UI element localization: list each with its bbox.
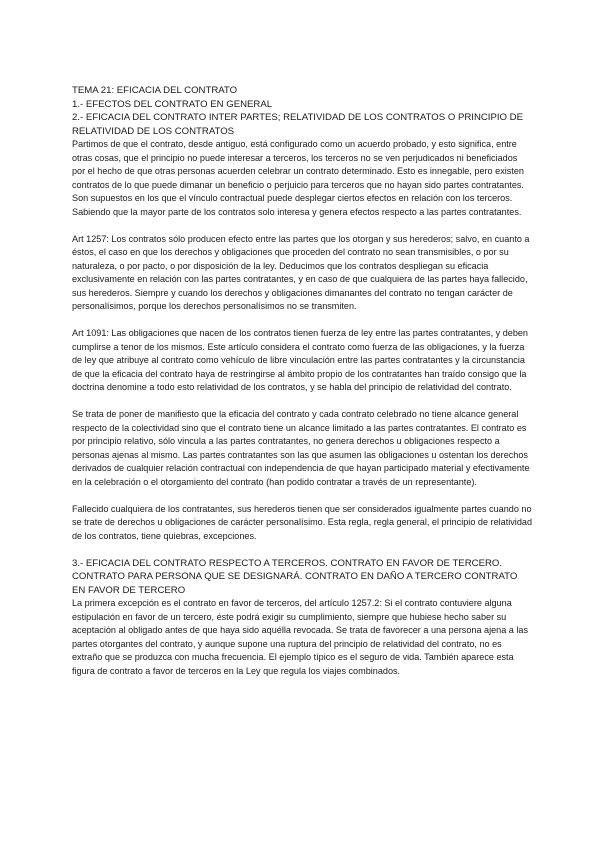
document-body	[72, 84, 532, 678]
paragraph-gap	[72, 543, 532, 557]
paragraph: Se trata de poner de manifiesto que la eficacia del contrato y cada contrato celebrado no tiene alcance general respecto de la colectividad sino que el contrato tiene un alcance limitado a las partes contratantes. El contrato es por principio relativo, sólo vincula a las partes contratantes, no genera derechos u obligaciones respecto a personas ajenas al mismo. Las partes contratantes son las que asumen las obligaciones u ostentan los derechos derivados de cualquier relación contractual con independencia de que hayan participado material y efectivamente en la celebración o el otorgamiento del contrato (han podido contratar a través de un representante).	[72, 409, 530, 487]
document-title: TEMA 21: EFICACIA DEL CONTRATO	[72, 85, 238, 96]
section-heading-1: 1.- EFECTOS DEL CONTRATO EN GENERAL	[72, 98, 273, 110]
paragraph-gap	[72, 314, 532, 328]
section-heading-3: 3.- EFICACIA DEL CONTRATO RESPECTO A TERCEROS. CONTRATO EN FAVOR DE TERCERO. CONTRATO PARA PERSONA QUE SE DESIGNARÁ. CONTRATO EN DAÑO A TERCERO CONTRATO EN FAVOR DE TERCERO	[72, 557, 518, 596]
paragraph-gap	[72, 219, 532, 233]
section-heading-2: 2.- EFICACIA DEL CONTRATO INTER PARTES; RELATIVIDAD DE LOS CONTRATOS O PRINCIPIO DE RELATIVIDAD DE LOS CONTRATOS	[72, 112, 523, 137]
paragraph: Art 1257: Los contratos sólo producen efecto entre las partes que los otorgan y sus herederos; salvo, en cuanto a éstos, el caso en que los derechos y obligaciones que proceden del contrato no sean transmisibles, o por su naturaleza, o por pacto, o por disposición de la ley. Deducimos que los contratos despliegan su eficacia exclusivamente en relación con las partes contratantes, y en caso de que cualquiera de las partes haya fallecido, sus herederos. Siempre y cuando los derechos y obligaciones dimanantes del contrato no tengan carácter de personalísimos, porque los derechos personalísimos no se transmiten.	[72, 233, 530, 311]
paragraph: La primera excepción es el contrato en favor de terceros, del artículo 1257.2: Si el contrato contuviere alguna estipulación en favor de un tercero, éste podrá exigir su cumplimiento, siempre que hubiese hecho saber su aceptación al obligado antes de que haya sido aquélla revocada. Se trata de favorecer a una persona ajena a las partes otorgantes del contrato, y aunque supone una ruptura del principio de relatividad del contrato, no es extraño que se produzca con mucha frecuencia. El ejemplo típico es el seguro de vida. También aparece esta figura de contrato a favor de terceros en la Ley que regula los viajes combinados.	[72, 598, 529, 676]
paragraph: Fallecido cualquiera de los contratantes, sus herederos tienen que ser considerados igualmente partes cuando no se trate de derechos u obligaciones de carácter personalísimo. Esta regla, regla general, el principio de relatividad de los contratos, tiene quiebras, excepciones.	[72, 503, 533, 541]
paragraph: Partimos de que el contrato, desde antiguo, está configurado como un acuerdo probado, y esto significa, entre otras cosas, que el principio no puede interesar a terceros, los terceros no se ven perjudicados ni beneficiados por el hecho de que otras personas acuerden celebrar un contrato determinado. Esto es innegable, pero existen contratos de lo que puede dimanar un beneficio o perjuicio para terceros que no hayan sido partes contratantes. Son supuestos en los que el vínculo contractual puede desplegar ciertos efectos en relación con los terceros. Sabiendo que la mayor parte de los contratos solo interesa y genera efectos respecto a las partes contratantes.	[72, 139, 524, 217]
paragraph-gap	[72, 395, 532, 409]
paragraph-gap	[72, 489, 532, 503]
paragraph: Art 1091: Las obligaciones que nacen de los contratos tienen fuerza de ley entre las partes contratantes, y deben cumplirse a tenor de los mismos. Este artículo considera el contrato como fuerza de las obligaciones, y la fuerza de ley que atribuye al contrato como vehículo de libre vinculación entre las partes contratantes y la circunstancia de que la eficacia del contrato haya de restringirse al ámbito propio de los contratantes han traído consigo que la doctrina denomine a todo esto relatividad de los contratos, y se habla del principio de relatividad del contrato.	[72, 328, 528, 392]
